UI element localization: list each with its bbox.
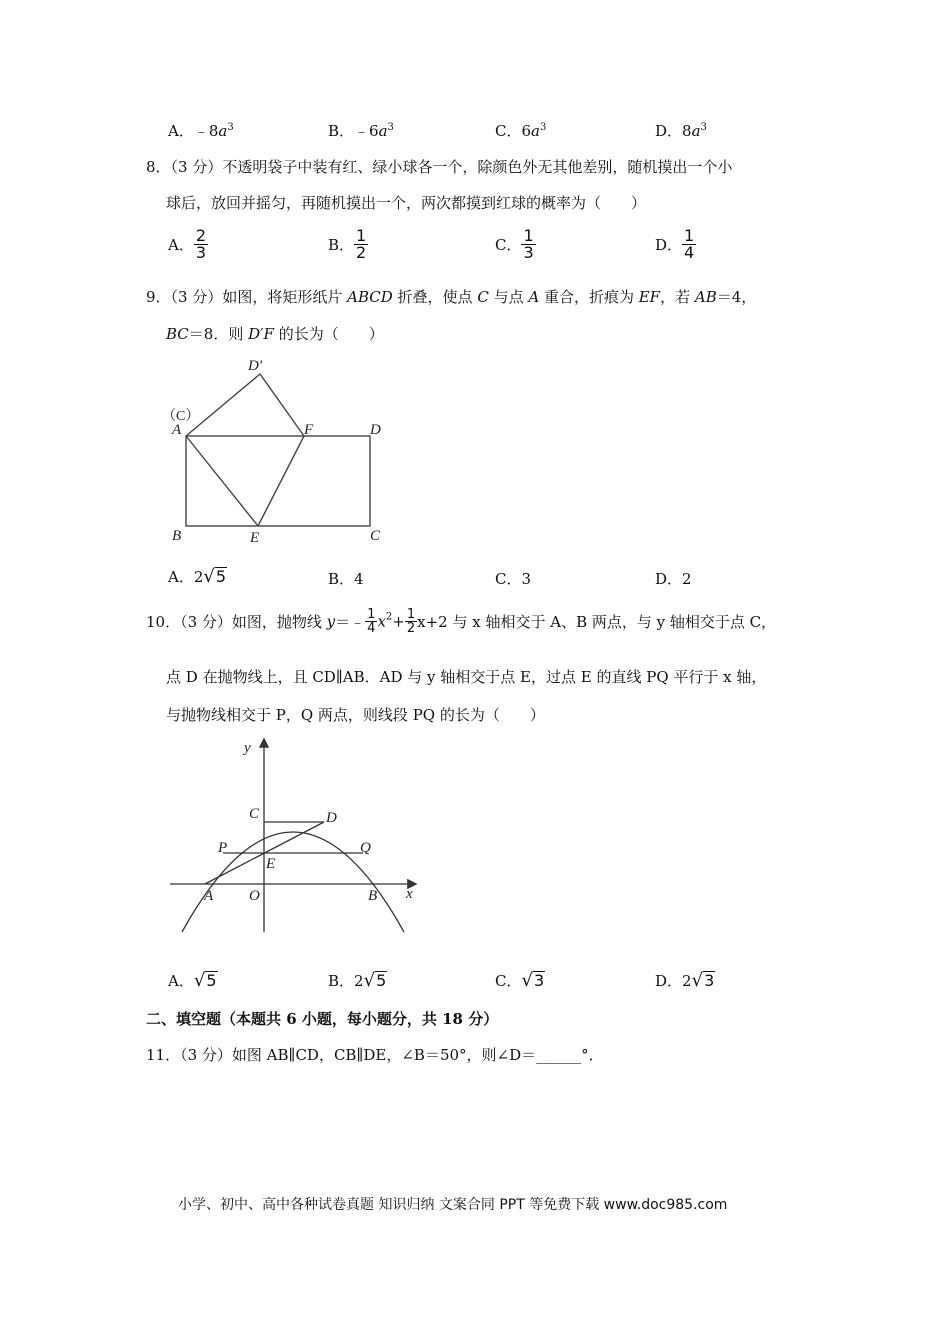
label-f: F: [304, 422, 314, 438]
label-d: D: [370, 422, 381, 438]
label-q: Q: [360, 840, 371, 856]
q9-option-a: A．2√5: [168, 566, 227, 587]
sqrt: √5: [193, 970, 217, 991]
rectangle-fold-diagram: [160, 350, 400, 550]
q7-option-a: A．$﹣8a^3$: [168, 122, 234, 140]
q9-option-d: D．2: [655, 570, 692, 588]
label-p: P: [218, 840, 228, 856]
sqrt: √3: [691, 970, 715, 991]
q7-option-d: D．$8a^3$: [655, 122, 707, 140]
label-b: B: [368, 888, 378, 904]
label-y: y: [244, 740, 251, 756]
segment-ef: [258, 436, 304, 526]
parabola-diagram: [160, 732, 420, 942]
q10-option-b: B．2√5: [328, 970, 387, 991]
label-c: C: [249, 806, 260, 822]
label-d-prime: D′: [248, 358, 263, 374]
label-b: B: [172, 528, 182, 544]
sqrt: √5: [363, 970, 387, 991]
q10-line2: 点 D 在抛物线上，且 CD∥AB．AD 与 y 轴相交于点 E，过点 E 的直线 PQ 平行于 x 轴，: [166, 668, 767, 686]
q9-line2: BC＝8．则 D′F 的长为（ ）: [166, 325, 384, 343]
footer-text: 小学、初中、高中各种试卷真题 知识归纳 文案合同 PPT 等免费下载 www.doc985.com: [178, 1197, 728, 1213]
q7-option-c: C．$6a^3$: [495, 122, 547, 140]
label-a: A: [204, 888, 214, 904]
label-a: A: [172, 422, 182, 438]
folded-triangle: [186, 374, 304, 436]
q8-option-b: B． $\frac{1}{2}$: [328, 226, 367, 262]
label-c: C: [370, 528, 381, 544]
section-title: 二、填空题（本题共 6 小题，每小题分，共 18 分）: [146, 1010, 499, 1028]
label-o: O: [249, 888, 260, 904]
q10-option-d: D．2√3: [655, 970, 715, 991]
fraction: $\frac{1}{4}$: [367, 607, 376, 636]
q11-line: 11．（3 分）如图 AB∥CD，CB∥DE，∠B＝50°，则∠D＝______°．: [146, 1046, 604, 1064]
label-x: x: [406, 886, 413, 902]
fraction: $\frac{1}{4}$: [684, 226, 695, 262]
q8-line2: 球后，放回并摇匀，再随机摸出一个，两次都摸到红球的概率为（ ）: [166, 194, 647, 212]
q9-line1: 9．（3 分）如图，将矩形纸片 ABCD 折叠，使点 C 与点 A 重合，折痕为 EF，若 AB＝4，: [146, 288, 757, 306]
q10-option-a: A．√5: [168, 970, 217, 991]
label-e: E: [250, 530, 260, 546]
q8-option-c: C． $\frac{1}{3}$: [495, 226, 534, 262]
fraction: $\frac{1}{2}$: [356, 226, 367, 262]
q8-line1: 8．（3 分）不透明袋子中装有红、绿小球各一个，除颜色外无其他差别，随机摸出一个小: [146, 158, 733, 176]
fraction: $\frac{1}{2}$: [406, 607, 416, 636]
label-e: E: [266, 856, 276, 872]
sqrt: √3: [521, 970, 545, 991]
fraction: $\frac{1}{3}$: [523, 226, 534, 262]
label-d: D: [326, 810, 337, 826]
sqrt: √5: [203, 566, 227, 587]
fraction: $\frac{2}{3}$: [195, 226, 207, 262]
q10-option-c: C．√3: [495, 970, 545, 991]
q10-line3: 与抛物线相交于 P，Q 两点，则线段 PQ 的长为（ ）: [166, 706, 545, 724]
q10-figure: [160, 732, 420, 946]
q9-option-c: C．3: [495, 570, 532, 588]
q8-option-a: A． $\frac{2}{3}$: [168, 226, 207, 262]
q9-figure: [160, 350, 400, 554]
q9-option-b: B．4: [328, 570, 364, 588]
q8-option-d: D． $\frac{1}{4}$: [655, 226, 695, 262]
q10-line1: 10．（3 分）如图，抛物线 y＝﹣ $\frac{1}{4}$ $x^2+$ $\frac{1}{2}$ x+2 与 x 轴相交于 A、B 两点，与 y 轴相交于点 C，: [146, 607, 777, 636]
label-c-paren: （C）: [162, 409, 200, 424]
q7-option-b: B．$﹣6a^3$: [328, 122, 394, 140]
rectangle-abcd: [186, 436, 370, 526]
segment-ae: [186, 436, 258, 526]
